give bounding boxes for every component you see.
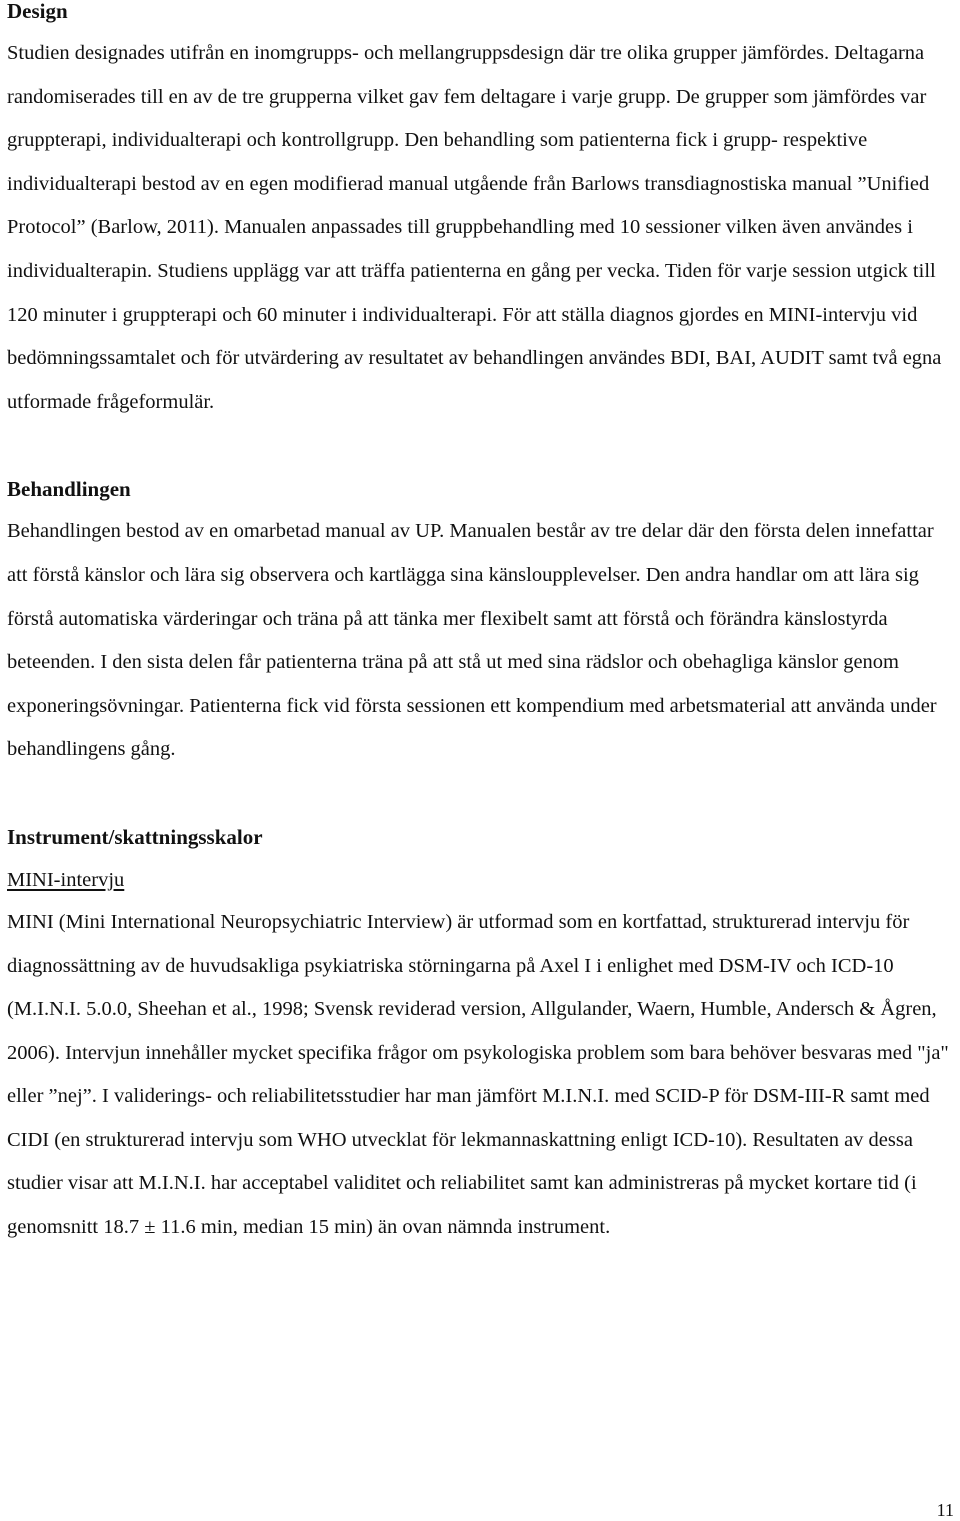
behandlingen-heading: Behandlingen bbox=[7, 477, 131, 502]
page-number: 11 bbox=[936, 1500, 954, 1520]
behandlingen-paragraph: Behandlingen bestod av en omarbetad manual av UP. Manualen består av tre delar där den första delen innefattar att förstå känslor och lära sig observera och kartlägga sina känsloupplevelser. Den andra handlar om att lära sig förstå automatiska värderingar och träna på att tänka mer flexibelt samt att förstå och förändra känslostyrda beteenden. I den sista delen får patienterna träna på att stå ut med sina rädslor och obehagliga känslor genom exponeringsövningar. Patienterna fick vid första sessionen ett kompendium med arbetsmaterial att använda under behandlingens gång. bbox=[7, 520, 937, 761]
design-paragraph: Studien designades utifrån en inomgrupps- och mellangruppsdesign där tre olika grupper jämfördes. Deltagarna randomiserades till en av de tre grupperna vilket gav fem deltagare i varje grupp. De grupper som jämfördes var gruppterapi, individualterapi och kontrollgrupp. Den behandling som patienterna fick i grupp- respektive individualterapi bestod av en egen modifierad manual utgående från Barlows transdiagnostiska manual ”Unified Protocol” (Barlow, 2011). Manualen anpassades till gruppbehandling med 10 sessioner vilken även användes i individualterapin. Studiens upplägg var att träffa patienterna en gång per vecka. Tiden för varje session utgick till 120 minuter i gruppterapi och 60 minuter i individualterapi. För att ställa diagnos gjordes en MINI-intervju vid bedömningssamtalet och för utvärdering av resultatet av behandlingen användes BDI, BAI, AUDIT samt två egna utformade frågeformulär. bbox=[7, 42, 942, 413]
design-heading: Design bbox=[7, 0, 68, 23]
mini-intervju-subheading: MINI-intervju bbox=[7, 868, 125, 891]
instrument-heading: Instrument/skattningsskalor bbox=[7, 824, 263, 849]
document-page bbox=[7, 0, 957, 1250]
instrument-paragraph: MINI (Mini International Neuropsychiatric Interview) är utformad som en kortfattad, strukturerad intervju för diagnossättning av de huvudsakliga psykiatriska störningarna på Axel I i enlighet med DSM-IV och ICD-10 (M.I.N.I. 5.0.0, Sheehan et al., 1998; Svensk reviderad version, Allgulander, Waern, Humble, Andersch & Ågren, 2006). Intervjun innehåller mycket specifika frågor om psykologiska problem som bara behöver besvaras med "ja" eller ”nej”. I validerings- och reliabilitetsstudier har man jämfört M.I.N.I. med SCID-P för DSM-III-R samt med CIDI (en strukturerad intervju som WHO utvecklat för lekmannaskattning enligt ICD-10). Resultaten av dessa studier visar att M.I.N.I. har acceptabel validitet och reliabilitet samt kan administreras på mycket kortare tid (i genomsnitt 18.7 ± 11.6 min, median 15 min) än ovan nämnda instrument. bbox=[7, 910, 949, 1239]
